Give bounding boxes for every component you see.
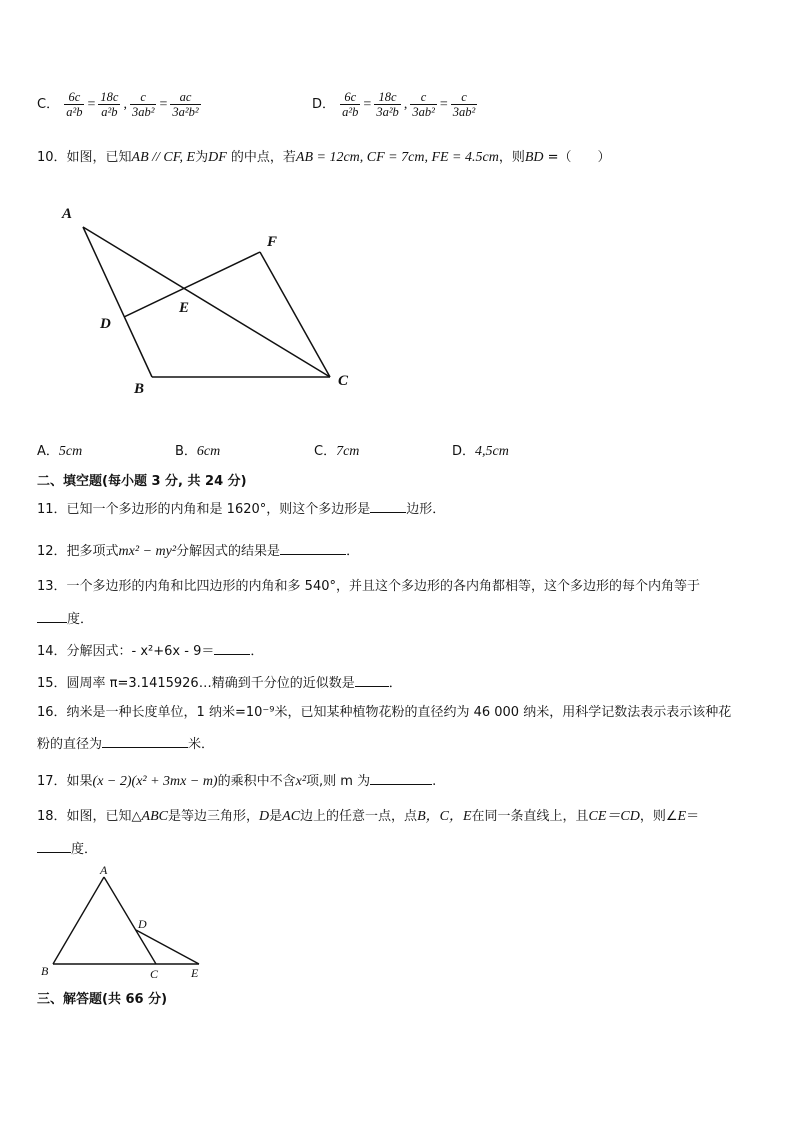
fraction: $\frac{c}{\text{3ab²}}$ — [452, 90, 476, 119]
fraction: $\frac{c}{\text{3ab²}}$ — [412, 90, 435, 119]
answer-blank[interactable] — [37, 608, 67, 623]
q18-line1: 18．如图，已知△ABC是等边三角形，D是AC边上的任意一点，点B，C，E在同一条直线上，且CE＝CD，则∠E＝ — [37, 809, 700, 824]
point-f-label: F — [267, 234, 278, 250]
q18-figure — [36, 862, 211, 982]
q10-option-b[interactable]: B．6cm — [175, 444, 221, 459]
segment-ac — [83, 227, 330, 377]
point-a-label: A — [62, 206, 73, 222]
point-c-label: C — [150, 967, 159, 981]
q12: 12．把多项式mx² − my²分解因式的结果是 ． — [37, 540, 359, 562]
q10-option-c[interactable]: C．7cm — [314, 444, 360, 459]
point-c-label: C — [338, 373, 349, 389]
fraction: $\frac{6c}{\text{a²b}}$ — [66, 90, 83, 119]
q13-line2: 度． — [37, 608, 93, 630]
fraction: $\frac{18c}{\text{a²b}}$ — [100, 90, 119, 119]
fraction: $\frac{6c}{\text{a²b}}$ — [342, 90, 359, 119]
q10-option-d[interactable]: D．4,5cm — [452, 444, 509, 459]
fraction: $\frac{c}{\text{3ab²}}$ — [131, 90, 155, 119]
segment-fd — [124, 252, 260, 317]
answer-blank[interactable] — [370, 770, 432, 785]
answer-blank[interactable] — [102, 733, 188, 748]
point-d-label: D — [100, 316, 111, 332]
q18-line2: 度． — [37, 838, 97, 860]
q14: 14．分解因式：- x²+6x - 9＝ ． — [37, 640, 263, 662]
segment-ac — [104, 877, 156, 964]
segment-ab — [53, 877, 104, 964]
q13-line1: 13．一个多边形的内角和比四边形的内角和多 540°，并且这个多边形的各内角都相等，这个多边形的每个内角等于 — [37, 579, 700, 594]
q10-stem: 10．如图，已知AB // CF, E为DF 的中点，若AB = 12cm, CF = 7cm, FE = 4.5cm，则BD =（ ） — [37, 150, 611, 165]
answer-blank[interactable] — [37, 838, 71, 853]
section-2-heading: 二、填空题(每小题 3 分, 共 24 分) — [37, 474, 247, 489]
section-3-heading: 三、解答题(共 66 分) — [37, 992, 168, 1007]
answer-blank[interactable] — [280, 540, 346, 555]
point-e-label: E — [179, 300, 190, 316]
point-b-label: B — [41, 964, 49, 978]
point-d-label: D — [138, 917, 147, 931]
q17: 17．如果(x − 2)(x² + 3mx − m)的乘积中不含x²项,则 m 为 . — [37, 770, 436, 792]
segment-ab — [83, 227, 152, 377]
segment-cf — [260, 252, 330, 377]
point-b-label: B — [134, 381, 145, 397]
fraction: $\frac{18c}{\text{3a²b}}$ — [376, 90, 399, 119]
fraction: $\frac{ac}{\text{3a²b²}}$ — [172, 90, 199, 119]
answer-blank[interactable] — [370, 498, 406, 513]
q9-option-d: D． $\frac{6c}{\text{a²b}}$ = $\frac{18c}{\text{3a²b}}$ , $\frac{c}{\text{3ab²}}$ = $\frac{c}{\text{3ab²}}$ — [312, 90, 476, 119]
q11: 11．已知一个多边形的内角和是 1620°，则这个多边形是 边形． — [37, 498, 445, 520]
point-a-label: A — [100, 863, 108, 877]
point-e-label: E — [191, 966, 199, 980]
answer-blank[interactable] — [355, 672, 389, 687]
answer-blank[interactable] — [214, 640, 250, 655]
q16-line1: 16．纳米是一种长度单位，1 纳米=10⁻⁹米，已知某种植物花粉的直径约为 46 000 纳米，用科学记数法表示表示该种花 — [37, 705, 732, 720]
q9-option-c: C． $\frac{6c}{\text{a²b}}$ = $\frac{18c}{\text{a²b}}$ , $\frac{c}{\text{3ab²}}$ = $\frac{ac}{\text{3a²b²}}$ — [37, 90, 199, 119]
q10-figure — [50, 195, 370, 400]
q10-option-a[interactable]: A．5cm — [37, 444, 83, 459]
q15: 15．圆周率 π=3.1415926…精确到千分位的近似数是 ． — [37, 672, 402, 694]
q16-line2: 粉的直径为 米． — [37, 733, 214, 755]
